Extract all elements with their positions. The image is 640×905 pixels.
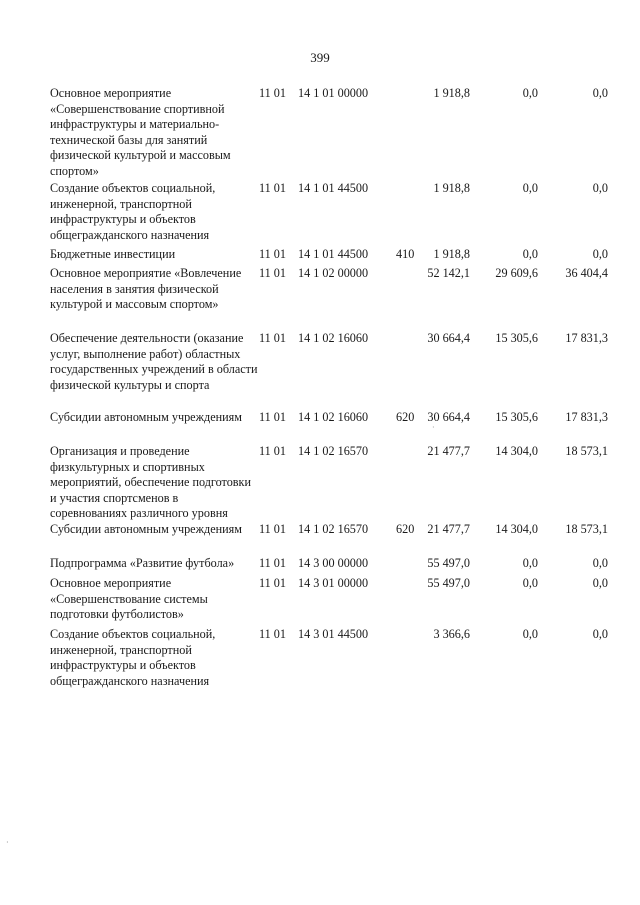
table-row	[50, 410, 625, 444]
expense-type-code: 410	[396, 247, 415, 261]
section-code: 11 01	[259, 576, 286, 590]
section-code: 11 01	[259, 331, 286, 345]
section-code: 11 01	[259, 556, 286, 570]
amount-year-3: 36 404,4	[565, 266, 608, 280]
table-row	[50, 522, 625, 556]
amount-year-3: 0,0	[592, 576, 608, 590]
row-name: Основное мероприятие «Совершенствование спортивной инфраструктуры и материально-технической базы для занятий физической культурой и массовым спортом»	[50, 86, 231, 178]
target-article-code: 14 3 00 00000	[298, 556, 369, 570]
table-row	[50, 627, 625, 697]
scan-speck: ·	[432, 423, 435, 432]
amount-year-1: 3 366,6	[433, 627, 470, 641]
amount-year-3: 18 573,1	[565, 522, 608, 536]
amount-year-3: 0,0	[592, 627, 608, 641]
target-article-code: 14 1 02 16570	[298, 522, 369, 536]
row-name: Субсидии автономным учреждениям	[50, 522, 242, 536]
row-name: Создание объектов социальной, инженерной, транспортной инфраструктуры и объектов общегражданского назначения	[50, 181, 216, 242]
target-article-code: 14 1 02 16060	[298, 410, 369, 424]
amount-year-3: 18 573,1	[565, 444, 608, 458]
section-code: 11 01	[259, 266, 286, 280]
amount-year-2: 0,0	[522, 576, 538, 590]
budget-table	[50, 86, 625, 697]
row-name: Подпрограмма «Развитие футбола»	[50, 556, 235, 570]
section-code: 11 01	[259, 444, 286, 458]
table-row	[50, 444, 625, 522]
amount-year-2: 0,0	[522, 86, 538, 100]
amount-year-2: 0,0	[522, 181, 538, 195]
table-row	[50, 86, 625, 181]
target-article-code: 14 1 02 00000	[298, 266, 369, 280]
scan-speck: ·	[6, 838, 9, 847]
amount-year-1: 1 918,8	[433, 247, 470, 261]
row-name: Основное мероприятие «Вовлечение населения в занятия физической культурой и массовым спортом»	[50, 266, 242, 312]
amount-year-2: 0,0	[522, 556, 538, 570]
amount-year-1: 55 497,0	[427, 556, 470, 570]
amount-year-1: 55 497,0	[427, 576, 470, 590]
row-name: Организация и проведение физкультурных и спортивных мероприятий, обеспечение подготовки и участия спортсменов в соревнованиях различного уровня	[50, 444, 251, 521]
section-code: 11 01	[259, 86, 286, 100]
page-number: 399	[310, 50, 330, 65]
row-name: Основное мероприятие «Совершенствование системы подготовки футболистов»	[50, 576, 208, 622]
expense-type-code: 620	[396, 410, 415, 424]
amount-year-3: 0,0	[592, 86, 608, 100]
amount-year-1: 21 477,7	[427, 522, 470, 536]
amount-year-2: 15 305,6	[495, 331, 538, 345]
table-row	[50, 247, 625, 266]
target-article-code: 14 1 01 44500	[298, 247, 369, 261]
table-row	[50, 576, 625, 627]
target-article-code: 14 1 01 44500	[298, 181, 369, 195]
row-name: Обеспечение деятельности (оказание услуг, выполнение работ) областных государственных учреждений в области физической культуры и спорта	[50, 331, 258, 392]
section-code: 11 01	[259, 247, 286, 261]
section-code: 11 01	[259, 181, 286, 195]
target-article-code: 14 3 01 44500	[298, 627, 369, 641]
amount-year-1: 30 664,4	[427, 331, 470, 345]
section-code: 11 01	[259, 410, 286, 424]
table-row	[50, 331, 625, 410]
amount-year-2: 14 304,0	[495, 522, 538, 536]
amount-year-1: 21 477,7	[427, 444, 470, 458]
target-article-code: 14 3 01 00000	[298, 576, 369, 590]
row-name: Создание объектов социальной, инженерной, транспортной инфраструктуры и объектов общегражданского назначения	[50, 627, 216, 688]
table-row	[50, 556, 625, 576]
amount-year-2: 14 304,0	[495, 444, 538, 458]
row-name: Бюджетные инвестиции	[50, 247, 176, 261]
amount-year-3: 17 831,3	[565, 410, 608, 424]
amount-year-3: 0,0	[592, 247, 608, 261]
table-row	[50, 266, 625, 331]
row-name: Субсидии автономным учреждениям	[50, 410, 242, 424]
target-article-code: 14 1 02 16060	[298, 331, 369, 345]
amount-year-2: 0,0	[522, 627, 538, 641]
amount-year-1: 30 664,4	[427, 410, 470, 424]
amount-year-3: 17 831,3	[565, 331, 608, 345]
amount-year-1: 1 918,8	[433, 86, 470, 100]
target-article-code: 14 1 02 16570	[298, 444, 369, 458]
expense-type-code: 620	[396, 522, 415, 536]
amount-year-2: 15 305,6	[495, 410, 538, 424]
amount-year-2: 29 609,6	[495, 266, 538, 280]
section-code: 11 01	[259, 627, 286, 641]
amount-year-3: 0,0	[592, 181, 608, 195]
amount-year-1: 52 142,1	[427, 266, 470, 280]
amount-year-3: 0,0	[592, 556, 608, 570]
section-code: 11 01	[259, 522, 286, 536]
amount-year-2: 0,0	[522, 247, 538, 261]
target-article-code: 14 1 01 00000	[298, 86, 369, 100]
table-row	[50, 181, 625, 247]
amount-year-1: 1 918,8	[433, 181, 470, 195]
